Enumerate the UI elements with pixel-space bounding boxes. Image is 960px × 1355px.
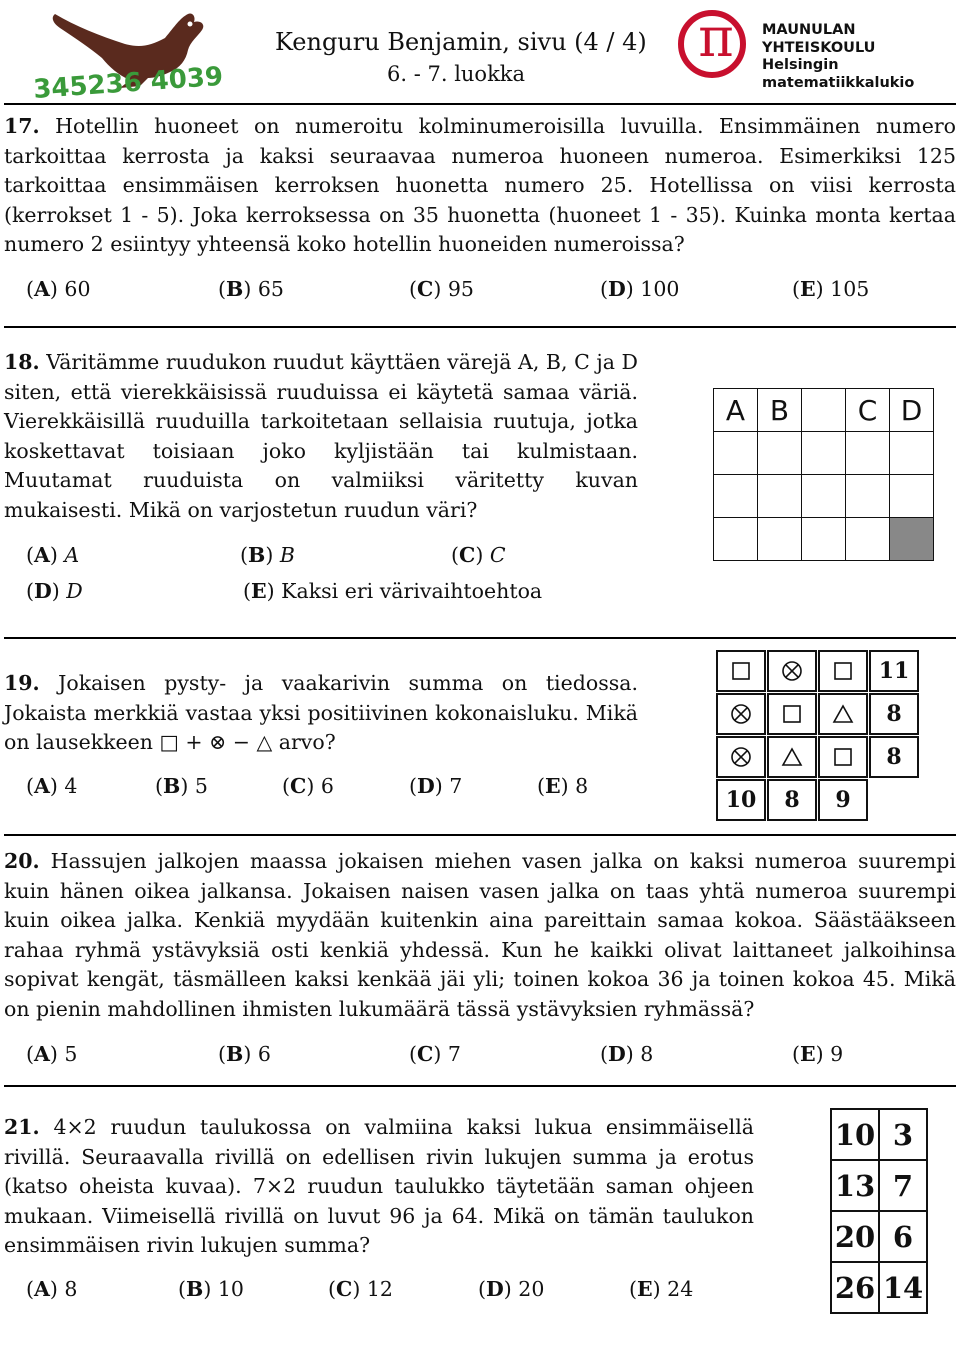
row-sum: 11 <box>869 650 919 692</box>
q19-option-b[interactable]: (B) 5 <box>155 774 208 798</box>
q20-option-a[interactable]: (A) 5 <box>26 1042 78 1066</box>
grid-cell <box>758 518 802 561</box>
table-cell: 14 <box>879 1262 927 1313</box>
q20-option-c[interactable]: (C) 7 <box>409 1042 461 1066</box>
q18-option-a[interactable]: (A) A <box>26 543 80 567</box>
q21-option-c[interactable]: (C) 12 <box>328 1277 393 1301</box>
school-line-3: Helsingin <box>762 57 839 73</box>
grid-cell: A <box>714 389 758 432</box>
kangaroo-logo-digits: 345236 4039 <box>32 61 224 102</box>
grid-cell <box>846 432 890 475</box>
q19-option-c[interactable]: (C) 6 <box>282 774 334 798</box>
grid-cell <box>802 432 846 475</box>
question-20-body: Hassujen jalkojen maassa jokaisen miehen vasen jalka on kaksi numeroa suurempi kuin hänen oikea jalkansa. Jokaisen naisen vasen jalka on taas yhtä numeroa suurempi kuin oikea jalka. Kenkiä myydään kuitenkin aina pareittain samaa kokoa. Säästääkseen rahaa ryhmä ystävyksiä osti kenkiä yhdessä. Kun he kaikki olivat laittaneet jalkoihinsa sopivat kengät, täsmälleen kaksi kenkää jäi yli; toinen kokoa 36 ja toinen kokoa 45. Mikä on pienin mahdollinen ihmisten lukumäärä tässä ystävyksien ryhmässä? <box>4 849 956 1021</box>
row-sum: 8 <box>869 736 919 778</box>
square-icon <box>818 736 868 778</box>
question-21-body: 4×2 ruudun taulukossa on valmiina kaksi lukua ensimmäisellä rivillä. Seuraavalla rivillä on edellisen rivin lukujen summa ja erotus (katso oheista kuvaa). 7×2 ruudun taulukko täytetään saman ohjeen mukaan. Viimeisellä rivillä on luvut 96 ja 64. Mikä on tämän taulukon ensimmäisen rivin lukujen summa? <box>4 1115 754 1258</box>
triangle-icon <box>767 736 817 778</box>
q18-option-b[interactable]: (B) B <box>240 543 295 567</box>
q21-option-d[interactable]: (D) 20 <box>478 1277 545 1301</box>
q20-option-b[interactable]: (B) 6 <box>218 1042 271 1066</box>
grid-cell <box>802 389 846 432</box>
q17-option-b[interactable]: (B) 65 <box>218 277 284 301</box>
q21-option-e[interactable]: (E) 24 <box>629 1277 694 1301</box>
q20-option-d[interactable]: (D) 8 <box>600 1042 654 1066</box>
table-cell: 26 <box>831 1262 879 1313</box>
divider <box>4 1085 956 1087</box>
column-sum: 10 <box>716 779 766 821</box>
question-17-text <box>4 112 956 260</box>
number-table <box>830 1108 928 1314</box>
q20-option-e[interactable]: (E) 9 <box>792 1042 844 1066</box>
grid-cell <box>846 475 890 518</box>
table-cell: 10 <box>831 1109 879 1160</box>
question-18-body: Väritämme ruudukon ruudut käyttäen värejä A, B, C ja D siten, että vierekkäisissä ruuduissa ei käytetä samaa väriä. Vierekkäisillä ruuduilla tarkoitetaan sellaisia ruutuja, jotka koskettavat toisiaan joko kyljistään tai kulmistaan. Muutamat ruuduista on valmiiksi väritetty kuvan mukaisesti. Mikä on varjostetun ruudun väri? <box>4 350 638 522</box>
triangle-icon <box>818 693 868 735</box>
question-18-text <box>4 348 638 526</box>
q18-option-e[interactable]: (E) Kaksi eri värivaihtoehtoa <box>243 579 543 603</box>
circled-times-icon <box>767 650 817 692</box>
row-sum: 8 <box>869 693 919 735</box>
grid-cell <box>802 518 846 561</box>
pi-logo-icon: π <box>698 6 734 69</box>
q18-option-d[interactable]: (D) D <box>26 579 83 603</box>
q17-option-d[interactable]: (D) 100 <box>600 277 680 301</box>
coloring-grid <box>713 388 934 561</box>
q21-option-a[interactable]: (A) 8 <box>26 1277 78 1301</box>
grid-cell <box>758 432 802 475</box>
question-17-body: Hotellin huoneet on numeroitu kolminumeroisilla luvuilla. Ensimmäinen numero tarkoittaa kerrosta ja kaksi seuraavaa numeroa huoneen numeroa. Esimerkiksi 125 tarkoittaa ensimmäisen kerroksen huonetta numero 25. Hotellissa on viisi kerrosta (kerrokset 1 - 5). Joka kerroksessa on 35 huonetta (huoneet 1 - 35). Kuinka monta kertaa numero 2 esiintyy yhteensä koko hotellin huoneiden numeroissa? <box>4 114 956 257</box>
question-20-number: 20. <box>4 849 40 873</box>
question-19-body: Jokaisen pysty- ja vaakarivin summa on tiedossa. Jokaista merkkiä vastaa yksi positiivinen kokonaisluku. Mikä on lausekkeen □ + ⊗ − △ arvo? <box>4 671 638 755</box>
grade-subtitle: 6. - 7. luokka <box>387 62 526 86</box>
school-line-1: MAUNULAN <box>762 22 856 38</box>
circled-times-icon <box>716 693 766 735</box>
grid-cell <box>714 475 758 518</box>
q17-option-a[interactable]: (A) 60 <box>26 277 91 301</box>
question-17-number: 17. <box>4 114 40 138</box>
square-icon <box>716 650 766 692</box>
q19-option-e[interactable]: (E) 8 <box>537 774 589 798</box>
grid-cell <box>890 432 934 475</box>
divider <box>4 326 956 328</box>
divider <box>4 637 956 639</box>
question-18-number: 18. <box>4 350 40 374</box>
kangaroo-logo <box>30 6 230 102</box>
school-line-2: YHTEISKOULU <box>762 39 876 56</box>
square-icon <box>818 650 868 692</box>
divider <box>4 103 956 105</box>
question-21-number: 21. <box>4 1115 40 1139</box>
grid-cell: B <box>758 389 802 432</box>
divider <box>4 834 956 836</box>
grid-cell <box>802 475 846 518</box>
shaded-cell <box>890 518 934 561</box>
table-cell: 6 <box>879 1211 927 1262</box>
q17-option-c[interactable]: (C) 95 <box>409 277 474 301</box>
table-cell: 7 <box>879 1160 927 1211</box>
q21-option-b[interactable]: (B) 10 <box>178 1277 244 1301</box>
question-19-text <box>4 669 638 758</box>
square-icon <box>767 693 817 735</box>
school-line-4: matematiikkalukio <box>762 74 915 91</box>
q19-option-a[interactable]: (A) 4 <box>26 774 78 798</box>
school-name <box>762 22 914 92</box>
page-title: Kenguru Benjamin, sivu (4 / 4) <box>275 28 647 56</box>
q18-option-c[interactable]: (C) C <box>451 543 506 567</box>
grid-cell <box>714 432 758 475</box>
question-19-number: 19. <box>4 671 40 695</box>
grid-cell <box>890 475 934 518</box>
grid-cell <box>714 518 758 561</box>
grid-cell <box>758 475 802 518</box>
circled-times-icon <box>716 736 766 778</box>
table-cell: 13 <box>831 1160 879 1211</box>
question-20-text <box>4 847 956 1025</box>
grid-cell: D <box>890 389 934 432</box>
question-21-text <box>4 1113 754 1261</box>
table-cell: 3 <box>879 1109 927 1160</box>
column-sum: 9 <box>818 779 868 821</box>
grid-cell <box>846 518 890 561</box>
column-sum: 8 <box>767 779 817 821</box>
grid-cell: C <box>846 389 890 432</box>
kangaroo-logo-graphic <box>30 6 230 102</box>
table-cell: 20 <box>831 1211 879 1262</box>
q17-option-e[interactable]: (E) 105 <box>792 277 870 301</box>
q19-option-d[interactable]: (D) 7 <box>409 774 463 798</box>
